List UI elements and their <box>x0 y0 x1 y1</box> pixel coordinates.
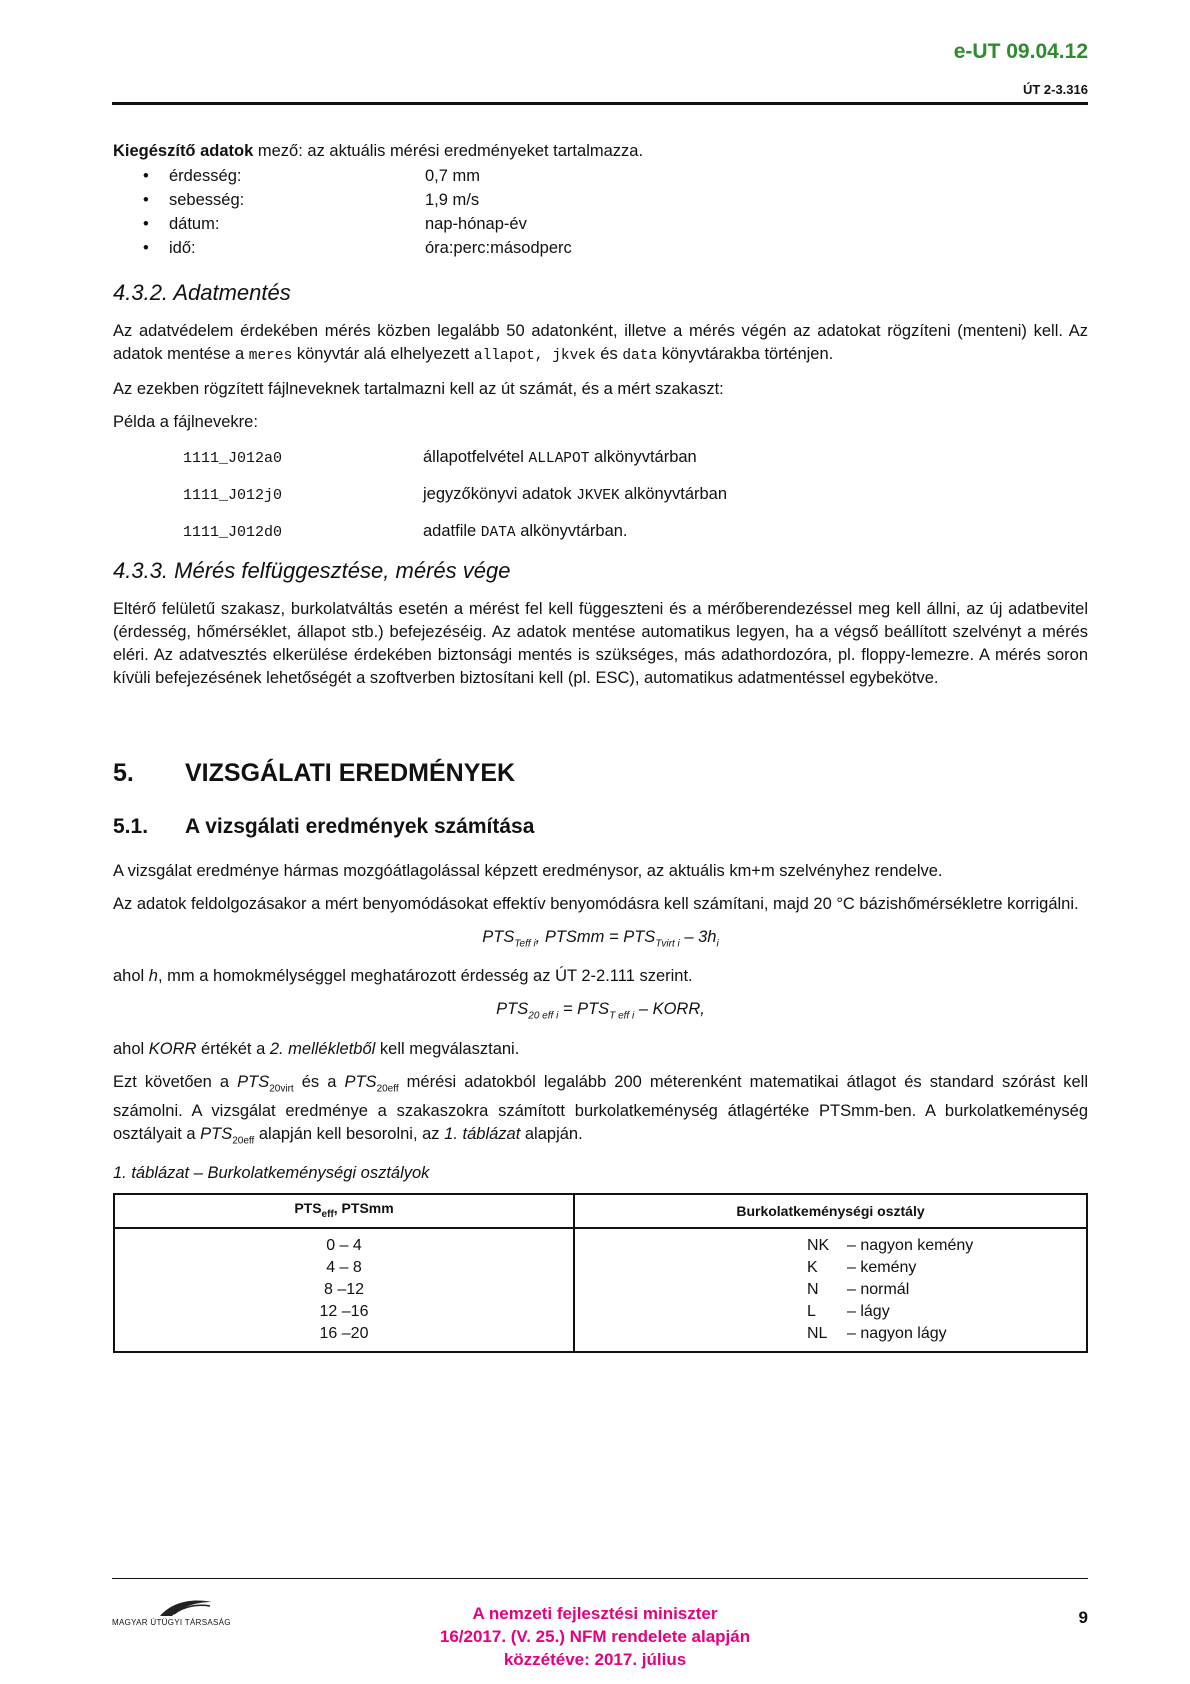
paragraph <box>113 965 1088 988</box>
list-item-value: óra:perc:másodperc <box>425 239 572 257</box>
italic-text: h <box>148 967 158 986</box>
code-text: JKVEK <box>576 488 620 504</box>
table-reference: 1. táblázat <box>444 1124 521 1143</box>
class-label: – kemény <box>847 1259 917 1277</box>
text-run: alkönyvtárban <box>619 485 728 503</box>
text-run: állapotfelvétel <box>423 448 529 466</box>
text-run: könyvtár alá elhelyezett <box>292 345 474 363</box>
logo-swoosh-icon <box>112 1596 262 1620</box>
header-text: , PTSmm <box>333 1199 394 1216</box>
chapter-number: 5. <box>113 759 134 787</box>
supplementary-lead-text: mező: az aktuális mérési eredményeket tartalmazza. <box>253 142 644 160</box>
class-cell <box>574 1257 1087 1279</box>
class-code: NL <box>807 1325 828 1343</box>
publication-line: A nemzeti fejlesztési miniszter <box>472 1604 718 1623</box>
text-run: értékét a <box>196 1039 270 1058</box>
class-cell <box>574 1279 1087 1301</box>
range-cell: 16 –20 <box>114 1323 574 1352</box>
publication-line: 16/2017. (V. 25.) NFM rendelete alapján <box>439 1627 751 1646</box>
logo-text: MAGYAR ÚTÜGYI TÁRSASÁG <box>112 1618 231 1627</box>
publication-note <box>300 1602 890 1671</box>
table-row <box>114 1228 1087 1257</box>
class-code: K <box>807 1259 818 1277</box>
table-row <box>114 1301 1087 1323</box>
code-text: meres <box>248 348 293 364</box>
text-run: jegyzőkönyvi adatok <box>423 485 577 503</box>
paragraph: Eltérő felületű szakasz, burkolatváltás esetén a mérést fel kell függeszteni és a mérőberendezéssel meg kell állni, az új adatbevitel (érdesség, hőmérséklet, állapot stb.) befejezéséig. Az adatok mentése automatikus legyen, ha a végső beállított szelvényt a mérés eléri. Az adatvesztés elkerülése érdekében biztonsági mentés is szükséges, más adathordozóra, pl. floppy-lemezre. A mérés soron kívüli befejezésének lehetőségét a szoftverben biztosítani kell (pl. ESC), automatikus adatmentéssel egybekötve. <box>113 600 1088 687</box>
bullet-icon: • <box>143 167 149 185</box>
range-cell: 4 – 8 <box>114 1257 574 1279</box>
class-cell <box>574 1323 1087 1352</box>
formula-subscript: Teff i <box>514 938 536 950</box>
text-run: alkönyvtárban. <box>515 522 628 540</box>
header-subscript: eff <box>321 1208 334 1220</box>
formula-part: PTS <box>496 1000 529 1019</box>
text-run: alkönyvtárban <box>589 448 697 466</box>
supplementary-lead <box>113 140 1088 163</box>
file-name: 1111_J012j0 <box>183 487 283 504</box>
list-item-key: dátum: <box>169 215 220 233</box>
chapter-title: VIZSGÁLATI EREDMÉNYEK <box>185 759 516 787</box>
association-logo <box>112 1596 262 1632</box>
file-example-row <box>113 514 1088 551</box>
document-code: e-UT 09.04.12 <box>953 40 1088 63</box>
table-row <box>114 1323 1087 1352</box>
italic-text: PTS <box>344 1072 377 1091</box>
main-content <box>113 140 1088 1353</box>
list-item-value: 0,7 mm <box>425 167 481 185</box>
document-reference: ÚT 2-3.316 <box>1022 82 1088 97</box>
annex-reference: 2. mellékletből <box>269 1039 376 1058</box>
table-row <box>114 1257 1087 1279</box>
chapter-heading <box>113 759 1088 787</box>
formula-2 <box>113 998 1088 1027</box>
file-name: 1111_J012d0 <box>183 524 283 541</box>
subscript: 20virt <box>269 1082 294 1094</box>
page-number: 9 <box>1078 1608 1088 1627</box>
range-cell: 0 – 4 <box>114 1228 574 1257</box>
section-number: 5.1. <box>113 815 149 838</box>
text-run: kell megválasztani. <box>375 1039 520 1058</box>
code-text: allapot, jkvek <box>473 348 596 364</box>
table-row <box>114 1279 1087 1301</box>
footer-divider <box>112 1578 1088 1579</box>
list-item-key: idő: <box>169 239 196 257</box>
text-run: ahol <box>113 967 149 986</box>
italic-text: PTS <box>237 1072 270 1091</box>
file-description <box>423 483 727 508</box>
paragraph: A vizsgálat eredménye hármas mozgóátlagolással képzett eredménysor, az aktuális km+m szelvényhez rendelve. <box>113 862 943 880</box>
column-header-class: Burkolatkeménységi osztály <box>574 1194 1087 1228</box>
bullet-icon: • <box>143 215 149 233</box>
code-text: ALLAPOT <box>528 451 590 467</box>
formula-1 <box>113 926 1088 955</box>
paragraph: Példa a fájlnevekre: <box>113 413 258 431</box>
file-description <box>423 520 628 545</box>
text-run: alapján kell besorolni, az <box>254 1124 445 1143</box>
list-item <box>113 189 1088 213</box>
class-label: – nagyon kemény <box>847 1237 974 1255</box>
list-item-key: sebesség: <box>169 191 245 209</box>
class-label: – normál <box>847 1281 910 1299</box>
formula-part: , PTSmm = PTS <box>535 928 656 946</box>
text-run: és a <box>293 1072 345 1091</box>
subscript: 20eff <box>232 1135 255 1147</box>
header-divider <box>112 102 1088 105</box>
subscript: 20eff <box>376 1082 399 1094</box>
supplementary-lead-bold: Kiegészítő adatok <box>113 142 254 160</box>
file-name: 1111_J012a0 <box>183 450 283 467</box>
formula-part: PTS <box>482 928 515 946</box>
hardness-class-table <box>113 1193 1088 1353</box>
section-heading-5-1 <box>113 815 1088 838</box>
section-title: A vizsgálati eredmények számítása <box>185 815 535 838</box>
italic-text: PTS <box>200 1124 233 1143</box>
list-item <box>113 165 1088 189</box>
class-code: NK <box>807 1237 830 1255</box>
text-run: Ezt követően a <box>113 1072 238 1091</box>
code-text: DATA <box>480 525 516 541</box>
paragraph <box>113 320 1088 368</box>
text-run: könyvtárakba történjen. <box>657 345 834 363</box>
formula-subscript: i <box>716 938 719 950</box>
formula-subscript: T eff i <box>609 1010 635 1022</box>
text-run: adatfile <box>423 522 481 540</box>
paragraph: Az adatok feldolgozásakor a mért benyomódásokat effektív benyomódásra kell számítani, majd 20 °C bázishőmérsékletre korrigálni. <box>113 895 1079 913</box>
file-example-row <box>113 477 1088 514</box>
class-label: – lágy <box>847 1303 890 1321</box>
list-item-value: 1,9 m/s <box>425 191 480 209</box>
file-description <box>423 446 697 471</box>
code-text: data <box>622 348 658 364</box>
text-run: ahol <box>113 1039 149 1058</box>
text-run: és <box>595 345 623 363</box>
file-example-row <box>113 440 1088 477</box>
bullet-icon: • <box>143 191 149 209</box>
range-cell: 12 –16 <box>114 1301 574 1323</box>
formula-subscript: 20 eff i <box>528 1010 559 1022</box>
list-item-key: érdesség: <box>169 167 242 185</box>
formula-part: – 3h <box>679 928 717 946</box>
class-code: N <box>807 1281 819 1299</box>
paragraph <box>113 1038 1088 1061</box>
list-item <box>113 213 1088 237</box>
bullet-icon: • <box>143 239 149 257</box>
range-cell: 8 –12 <box>114 1279 574 1301</box>
section-heading-4-3-3: 4.3.3. Mérés felfüggesztése, mérés vége <box>113 558 511 583</box>
text-run: mérési adatokból legalább 200 méterenként matematikai átlagot és standard szórást kell számolni. A vizsgálat eredménye a szakaszokra számított burkolatkeménység átlagértéke PTSmm-ben. A burkolatkeménység osztályait a <box>113 1072 1088 1143</box>
text-run: , mm a homokmélységgel meghatározott érdesség az ÚT 2-2.111 szerint. <box>157 967 693 986</box>
formula-subscript: Tvirt i <box>655 938 680 950</box>
text-run: alapján. <box>520 1124 583 1143</box>
list-item-value: nap-hónap-év <box>425 215 527 233</box>
class-cell <box>574 1228 1087 1257</box>
table-header-row <box>114 1194 1087 1228</box>
section-heading-4-3-2: 4.3.2. Adatmentés <box>113 280 291 305</box>
table-caption: 1. táblázat – Burkolatkeménységi osztályok <box>113 1164 430 1183</box>
file-examples <box>113 440 1088 551</box>
supplementary-list <box>113 165 1088 261</box>
paragraph: Az ezekben rögzített fájlneveknek tartalmazni kell az út számát, és a mért szakaszt: <box>113 380 724 398</box>
text-run: Az adatvédelem érdekében mérés közben legalább 50 adatonként, illetve a mérés végén az adatokat rögzíteni (menteni) kell. Az adatok mentése a <box>113 322 1088 363</box>
publication-line: közzétéve: 2017. július <box>503 1650 687 1669</box>
column-header-pts <box>114 1194 574 1228</box>
formula-part: – KORR, <box>634 1000 705 1019</box>
list-item <box>113 237 1088 261</box>
header-text: PTS <box>294 1199 322 1216</box>
italic-text: KORR <box>148 1039 197 1058</box>
class-cell <box>574 1301 1087 1323</box>
class-label: – nagyon lágy <box>847 1325 947 1343</box>
class-code: L <box>807 1303 816 1321</box>
formula-part: = PTS <box>558 1000 610 1019</box>
paragraph <box>113 1071 1088 1153</box>
